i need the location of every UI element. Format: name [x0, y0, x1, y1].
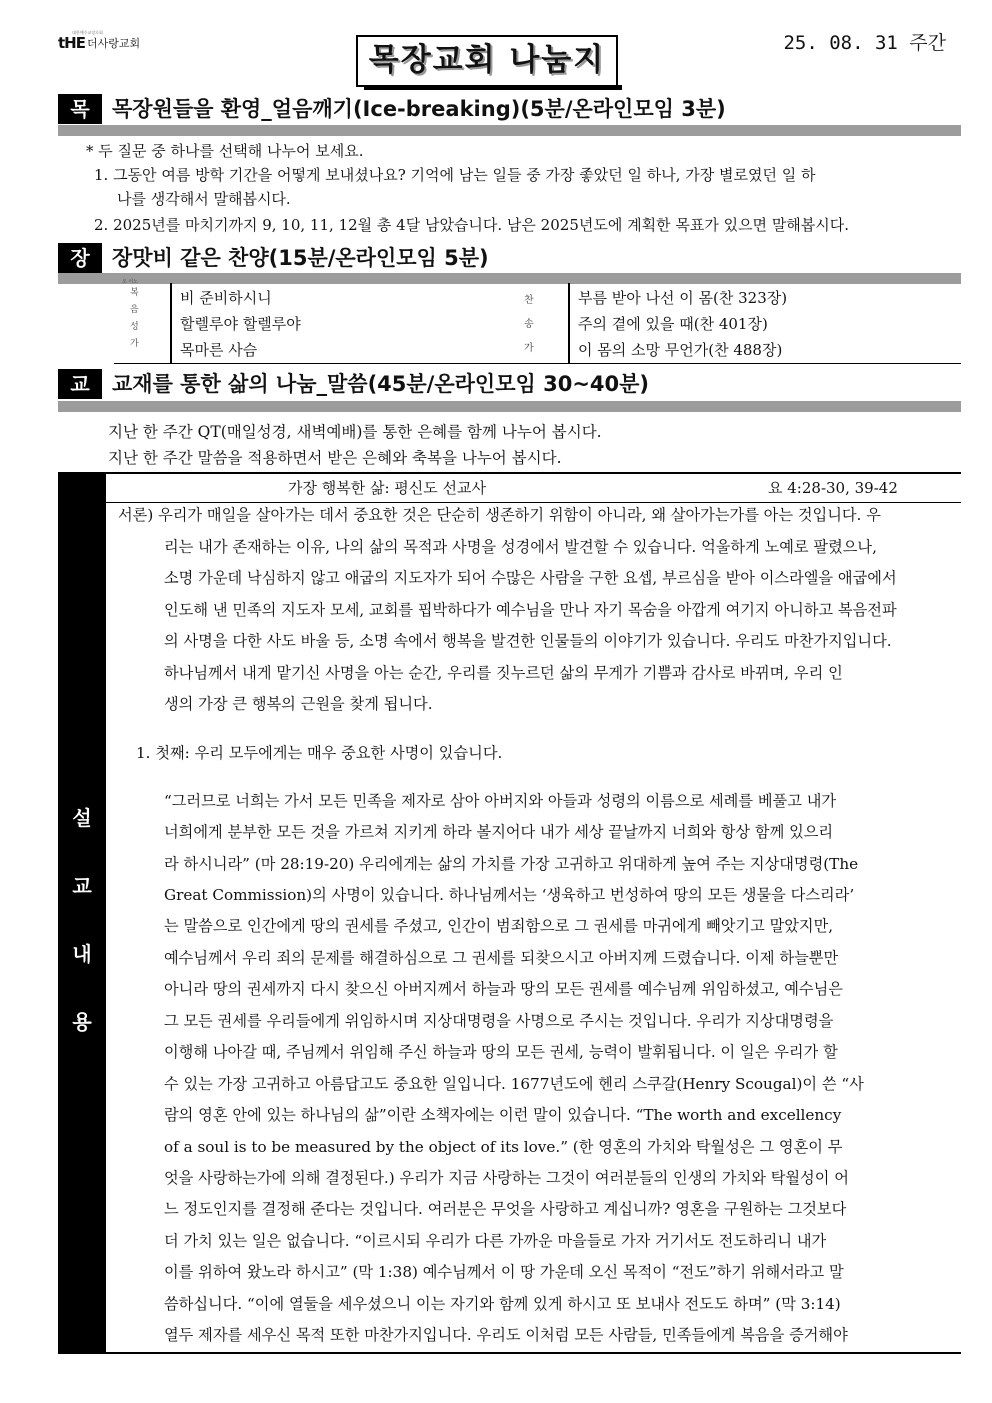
hymn-1: 부름 받아 나선 이 몸(찬 323장)	[578, 289, 788, 307]
gospel-songs-small-label: 오 이노	[122, 279, 139, 285]
body-line: 라 하시니라” (마 28:19-20) 우리에게는 삶의 가치를 가장 고귀하고 위대하게 높여 주는 지상대명령(The	[164, 855, 859, 873]
body-line: 더 가치 있는 일은 없습니다. “이르시되 우리가 다른 가까운 마을들로 가자 거기서도 전도하리니 내가	[164, 1232, 827, 1250]
sharing-prompt-2: 지난 한 주간 말씀을 적용하면서 받은 은혜와 축복을 나누어 봅시다.	[108, 449, 562, 467]
intro-line: 의 사명을 다한 사도 바울 등, 소명 속에서 행복을 발견한 인물들의 이야기가 있습니다. 우리도 마찬가지입니다.	[164, 632, 892, 650]
gospel-songs-label: 복 음 성 가	[130, 288, 139, 349]
intro-line: 리는 내가 존재하는 이유, 나의 삶의 목적과 사명을 성경에서 발견할 수 있습니다. 억울하게 노예로 팔렸으나,	[164, 538, 877, 556]
sermon-side-label: 설 교 내 용	[58, 472, 106, 1354]
section-heading-word: 교재를 통한 삶의 나눔_말씀(45분/온라인모임 30~40분)	[112, 372, 650, 396]
body-line: 씀하십니다. “이에 열둘을 세우셨으니 이는 자기와 함께 있게 하시고 또 보내사 전도도 하며” (막 3:14)	[164, 1295, 841, 1313]
gospel-song-1: 비 준비하시니	[180, 289, 272, 307]
gospel-song-3: 목마른 사슴	[180, 341, 258, 359]
question-1-line-1: 1. 그동안 여름 방학 기간을 어떻게 보내셨나요? 기억에 남는 일들 중 가장 좋았던 일 하나, 가장 별로였던 일 하	[94, 166, 816, 184]
point-1-heading: 1. 첫째: 우리 모두에게는 매우 중요한 사명이 있습니다.	[136, 744, 503, 762]
section-tab-gyo: 교	[58, 369, 102, 399]
gospel-song-2: 할렐루야 할렐루야	[180, 315, 301, 333]
question-2: 2. 2025년를 마치기까지 9, 10, 11, 12월 총 4달 남았습니다. 남은 2025년도에 계획한 목표가 있으면 말해봅시다.	[94, 216, 850, 234]
body-line: 느 정도인지를 결정해 준다는 것입니다. 여러분은 무엇을 사랑하고 계십니까? 영혼을 구원하는 그것보다	[164, 1200, 847, 1218]
sermon-title: 가장 행복한 삶: 평신도 선교사	[288, 479, 487, 497]
section-heading-icebreaking: 목장원들을 환영_얼음깨기(Ice-breaking)(5분/온라인모임 3분)	[112, 97, 726, 121]
intro-line: 소명 가운데 낙심하지 않고 애굽의 지도자가 되어 수많은 사람을 구한 요셉, 부르심을 받아 이스라엘을 애굽에서	[164, 569, 897, 587]
section-divider	[58, 125, 961, 136]
sharing-prompt-1: 지난 한 주간 QT(매일성경, 새벽예배)를 통한 은혜를 함께 나누어 봅시다.	[108, 423, 602, 441]
hymn-3: 이 몸의 소망 무언가(찬 488장)	[578, 341, 783, 359]
logo-mark: tHE	[58, 34, 85, 52]
body-line: 아니라 땅의 권세까지 다시 찾으신 아버지께서 하늘과 땅의 모든 권세를 예수님께 위임하셨고, 예수님은	[164, 980, 843, 998]
intro-line: 하나님께서 내게 맡기신 사명을 아는 순간, 우리를 짓누르던 삶의 무게가 기쁨과 감사로 바뀌며, 우리 인	[164, 664, 843, 682]
question-1-line-2: 나를 생각해서 말해봅시다.	[117, 190, 291, 208]
week-date: 25. 08. 31 주간	[783, 32, 946, 54]
body-line: 엇을 사랑하는가에 의해 결정된다.) 우리가 지금 사랑하는 그것이 여러분들의 인생의 가치와 탁월성이 어	[164, 1169, 849, 1187]
sermon-header	[106, 474, 961, 503]
section-heading-praise: 장맛비 같은 찬양(15분/온라인모임 5분)	[112, 246, 489, 270]
body-line: 열두 제자를 세우신 목적 또한 마찬가지입니다. 우리도 이처럼 모든 사람들, 민족들에게 복음을 증거해야	[164, 1326, 848, 1344]
table-divider	[568, 283, 570, 363]
section-tab-jang: 장	[58, 243, 102, 273]
hymn-table	[114, 279, 961, 364]
icebreak-note: * 두 질문 중 하나를 선택해 나누어 보세요.	[86, 142, 364, 160]
logo-small-text: 대한예수교장로회	[72, 30, 103, 35]
logo-text: 더사랑교회	[86, 37, 141, 50]
body-line: Great Commission)의 사명이 있습니다. 하나님께서는 ‘생육하고 번성하여 땅의 모든 생물을 다스리라’	[164, 886, 855, 904]
body-line: 예수님께서 우리 죄의 문제를 해결하심으로 그 권세를 되찾으시고 아버지께 드렸습니다. 이제 하늘뿐만	[164, 949, 839, 967]
intro-line: 서론) 우리가 매일을 살아가는 데서 중요한 것은 단순히 생존하기 위함이 아니라, 왜 살아가는가를 아는 것입니다. 우	[118, 506, 881, 524]
body-line: 는 말씀으로 인간에게 땅의 권세를 주셨고, 인간이 범죄함으로 그 권세를 마귀에게 빼앗기고 말았지만,	[164, 917, 834, 935]
body-line: 수 있는 가장 고귀하고 아름답고도 중요한 일입니다. 1677년도에 헨리 스쿠갈(Henry Scougal)이 쓴 “사	[164, 1075, 864, 1093]
body-line: “그러므로 너희는 가서 모든 민족을 제자로 삼아 아버지와 아들과 성령의 이름으로 세례를 베풀고 내가	[164, 792, 837, 810]
table-divider	[170, 283, 172, 363]
intro-line: 인도해 낸 민족의 지도자 모세, 교회를 핍박하다가 예수님을 만나 자기 목숨을 아깝게 여기지 아니하고 복음전파	[164, 601, 897, 619]
hymn-label: 찬 송 가	[524, 295, 534, 354]
sermon-bottom-rule	[106, 1352, 961, 1354]
sermon-reference: 요 4:28-30, 39-42	[768, 479, 898, 497]
church-logo	[58, 30, 141, 52]
body-line: 이행해 나아갈 때, 주님께서 위임해 주신 하늘과 땅의 모든 권세, 능력이 발휘됩니다. 이 일은 우리가 할	[164, 1043, 838, 1061]
page-title: 목장교회 나눔지	[356, 35, 618, 87]
section-divider	[58, 401, 961, 412]
body-line: 그 모든 권세를 우리들에게 위임하시며 지상대명령을 사명으로 주시는 것입니다. 우리가 지상대명령을	[164, 1012, 834, 1030]
body-line: 너희에게 분부한 모든 것을 가르쳐 지키게 하라 볼지어다 내가 세상 끝날까지 너희와 항상 함께 있으리	[164, 823, 834, 841]
intro-line: 생의 가장 큰 행복의 근원을 찾게 됩니다.	[164, 695, 433, 713]
body-line: 이를 위하여 왔노라 하시고” (막 1:38) 예수님께서 이 땅 가운데 오신 목적이 “전도”하기 위해서라고 말	[164, 1263, 844, 1281]
body-line: of a soul is to be measured by the object of its love.” (한 영혼의 가치와 탁월성은 그 영혼이 무	[164, 1138, 843, 1156]
hymn-2: 주의 곁에 있을 때(찬 401장)	[578, 315, 768, 333]
section-tab-mok: 목	[58, 94, 102, 124]
body-line: 람의 영혼 안에 있는 하나님의 삶”이란 소책자에는 이런 말이 있습니다. “The worth and excellency	[164, 1106, 842, 1124]
